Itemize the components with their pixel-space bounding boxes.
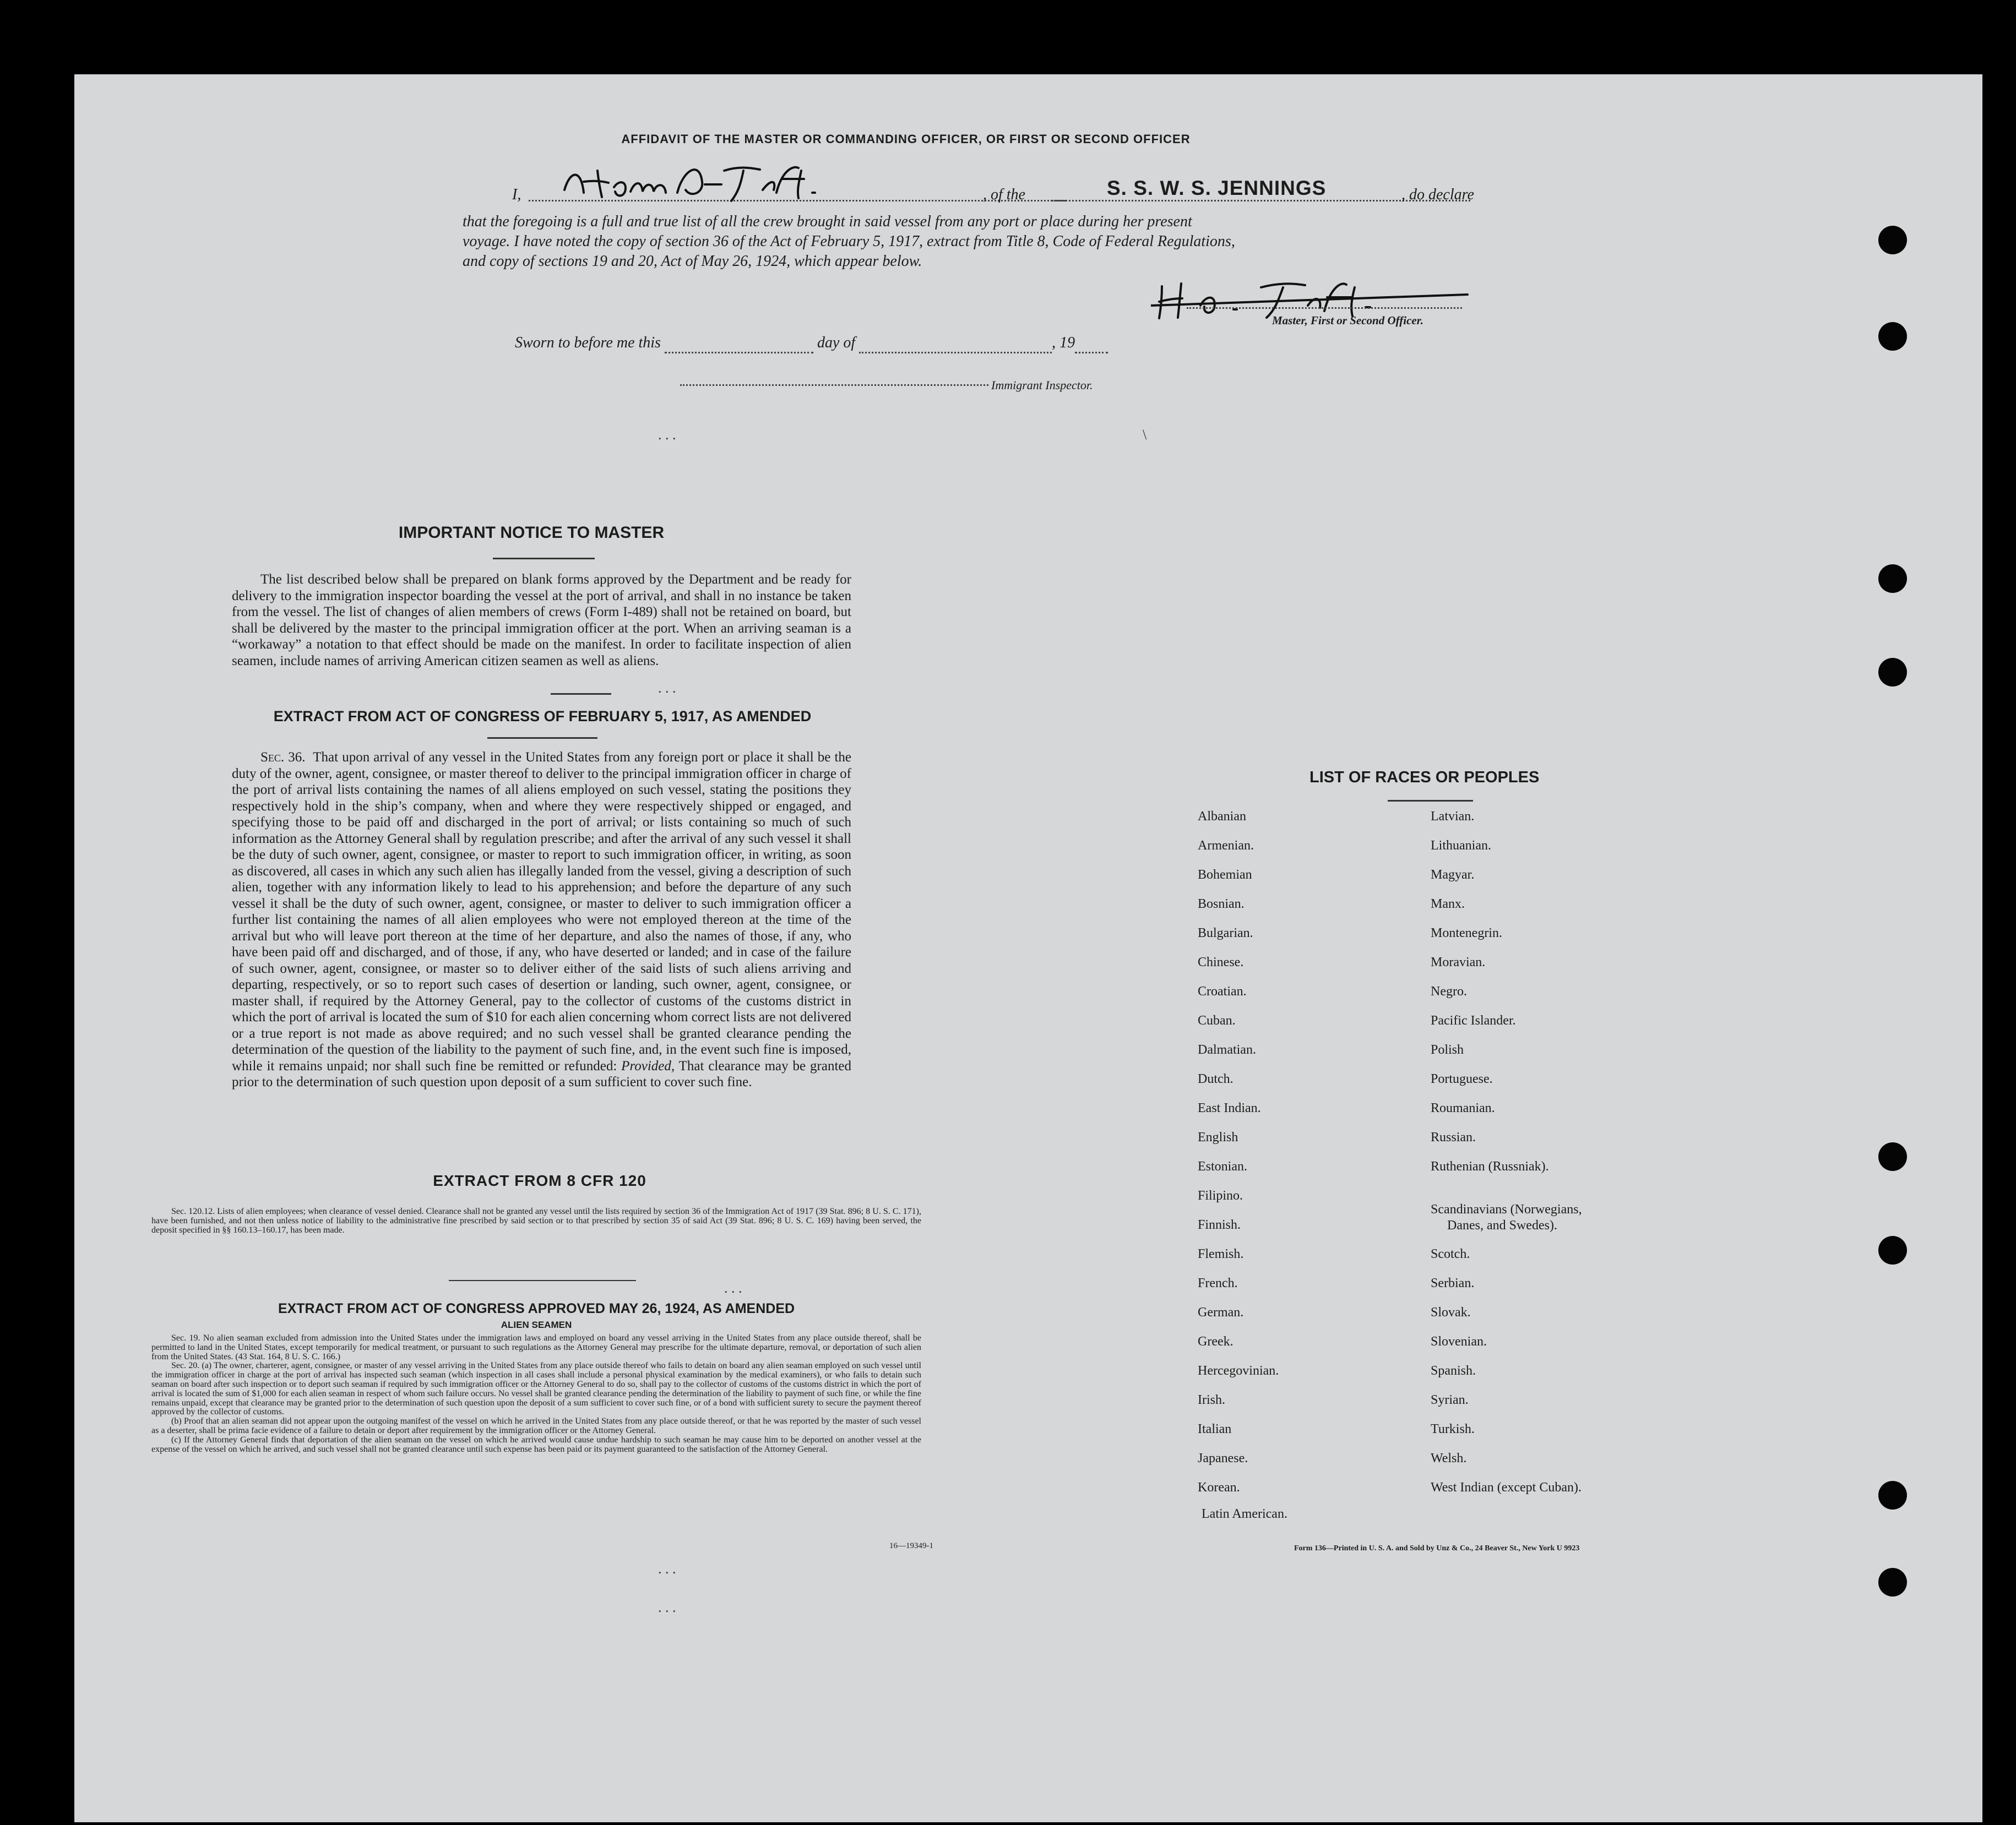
races-heading: LIST OF RACES OR PEOPLES <box>1309 769 1540 786</box>
race-item: Greek. <box>1198 1334 1233 1349</box>
race-item: Ruthenian (Russniak). <box>1431 1159 1549 1174</box>
sec20a-text: Sec. 20. (a) The owner, charterer, agent, consignee, or master of any vessel arriving in the United States from any place outside thereof who fails to detain on board any alien seaman employed on such vessel until the immigration officer in charge at the port of arrival has inspected such seaman (which inspection in all cases shall include a personal physical examination by the medical examiners), or who fails to detain such seaman on board after such inspection or to deport such seaman if required by such immigration officer or the Attorney General to do so, shall pay to the collector of customs of the customs district in which the port of arrival is located the sum of $1,000 for each alien seaman in respect of whom such failure occurs. No vessel shall be granted clearance pending the determination of the liability to payment of such fine, or while the fine remains unpaid, except that clearance may be granted prior to the determination of such question upon the deposit of a sum sufficient to cover such fine, or of a bond with sufficient surety to secure the payment thereof approved by the collector of customs. <box>151 1361 921 1417</box>
race-item: Russian. <box>1431 1130 1476 1145</box>
inspector-caption: Immigrant Inspector. <box>991 378 1093 392</box>
declaration-line: that the foregoing is a full and true list of all the crew brought in said vessel from any port or place during her present <box>463 213 1192 230</box>
race-item: Irish. <box>1198 1393 1225 1407</box>
race-item: Scotch. <box>1431 1247 1470 1261</box>
race-item: Filipino. <box>1198 1189 1243 1203</box>
race-item: Latin American. <box>1202 1507 1287 1521</box>
decor-mark: \ <box>1143 427 1147 443</box>
race-item: Chinese. <box>1198 955 1244 969</box>
punch-hole <box>1878 1236 1907 1265</box>
race-item: Pacific Islander. <box>1431 1014 1516 1028</box>
sworn-month-blank <box>859 334 1052 353</box>
race-item: Albanian <box>1198 809 1246 824</box>
race-item: Slovak. <box>1431 1305 1471 1320</box>
form-number: 16—19349-1 <box>889 1541 933 1550</box>
extract-1917-heading: EXTRACT FROM ACT OF CONGRESS OF FEBRUARY 5, 1917, AS AMENDED <box>273 708 812 724</box>
race-item: East Indian. <box>1198 1101 1261 1115</box>
inspector-blank-line <box>680 384 988 386</box>
race-item: Flemish. <box>1198 1247 1244 1261</box>
extract-cfr-body <box>151 1207 921 1235</box>
race-item: Syrian. <box>1431 1393 1469 1407</box>
race-item: English <box>1198 1130 1238 1145</box>
sworn-day-blank <box>665 334 813 353</box>
race-item: Dutch. <box>1198 1072 1233 1086</box>
race-item: German. <box>1198 1305 1244 1320</box>
sworn-year-prefix: , 19 <box>1052 334 1075 351</box>
race-item: Dalmatian. <box>1198 1043 1256 1057</box>
race-item: Finnish. <box>1198 1218 1241 1232</box>
race-item: Hercegovinian. <box>1198 1364 1279 1378</box>
extract-1924-body <box>151 1334 921 1454</box>
notice-text: The list described below shall be prepared on blank forms approved by the Department and be ready for delivery to the immigration inspector boarding the vessel at the port of arrival, and shall in no instance be taken from the vessel. The list of changes of alien members of crews (Form I-489) shall not be retained on board, but shall be delivered by the master to the principal immigration officer at the port. When an arriving seaman is a “workaway” a notation to that effect should be made on the manifest. In order to facilitate inspection of alien seamen, include names of arriving American citizen seamen as well as aliens. <box>232 572 851 668</box>
race-item: Slovenian. <box>1431 1334 1487 1349</box>
sec19-text: Sec. 19. No alien seaman excluded from admission into the United States under the immigration laws and employed on board any vessel arriving in the United States from any place outside thereof, shall be permitted to land in the United States, except temporarily for medical treatment, or pursuant to such regulations as the Attorney General may prescribe for the ultimate departure, removal, or deportation of such alien from the United States. (43 Stat. 164, 8 U. S. C. 166.) <box>151 1333 921 1361</box>
signature-blank-line <box>1187 307 1462 309</box>
race-item: Armenian. <box>1198 838 1254 853</box>
sworn-label: Sworn to before me this <box>515 334 661 351</box>
extract-1924-heading: EXTRACT FROM ACT OF CONGRESS APPROVED MAY 26, 1924, AS AMENDED <box>278 1301 795 1316</box>
extract-1924-subheading: ALIEN SEAMEN <box>501 1320 572 1330</box>
punch-hole <box>1878 564 1907 593</box>
sworn-line <box>515 334 1108 353</box>
extract-cfr-heading: EXTRACT FROM 8 CFR 120 <box>433 1172 646 1189</box>
punch-hole <box>1878 322 1907 351</box>
race-item: Polish <box>1431 1043 1464 1057</box>
decor-dots: . . . <box>724 1280 742 1296</box>
race-item: Portuguese. <box>1431 1072 1493 1086</box>
cfr-text: Sec. 120.12. Lists of alien employees; when clearance of vessel denied. Clearance shall not be granted any vessel until the lists required by section 36 of the Immigration Act of 1917 (39 Stat. 896; 8 U. S. C. 171), have been furnished, and not then unless notice of liability to the administrative fine prescribed by said section or to that prescribed by section 35 of said Act (39 Stat. 896; 8 U. S. C. 169) having been served, the deposit specified in §§ 160.13–160.17, has been made. <box>151 1207 921 1235</box>
signature-caption: Master, First or Second Officer. <box>1272 314 1423 327</box>
decor-dots: . . . <box>658 1599 676 1615</box>
decor-dots: . . . <box>658 1561 676 1577</box>
race-item: Serbian. <box>1431 1276 1475 1290</box>
notice-end-rule <box>551 693 611 695</box>
declaration-line: and copy of sections 19 and 20, Act of May 26, 1924, which appear below. <box>463 253 922 270</box>
extract-1917-rule <box>487 737 597 739</box>
race-item: Bohemian <box>1198 868 1252 882</box>
extract-1917-body <box>232 749 851 1091</box>
notice-rule <box>493 558 595 559</box>
declaration-line: voyage. I have noted the copy of section 36 of the Act of February 5, 1917, extract from Title 8, Code of Federal Regulations, <box>463 233 1235 250</box>
punch-hole <box>1878 1142 1907 1171</box>
printer-imprint: Form 136—Printed in U. S. A. and Sold by Unz & Co., 24 Beaver St., New York U 9923 <box>1294 1544 1580 1552</box>
race-item: Negro. <box>1431 984 1467 999</box>
race-item: Spanish. <box>1431 1364 1476 1378</box>
affidavit-i-label: I, <box>512 186 521 203</box>
declaration-text <box>463 212 1235 271</box>
race-item: Bulgarian. <box>1198 926 1253 940</box>
race-item: Cuban. <box>1198 1014 1236 1028</box>
section-36-label: Sec. 36. <box>260 750 306 765</box>
race-item: French. <box>1198 1276 1238 1290</box>
race-item: Scandinavians (Norwegians, <box>1431 1202 1582 1217</box>
race-item: Latvian. <box>1431 809 1475 824</box>
notice-body <box>232 571 851 669</box>
races-rule <box>1388 800 1473 802</box>
sec20c-text: (c) If the Attorney General finds that deportation of the alien seaman on the vessel on which he arrived would cause undue hardship to such seaman he may cause him to be deported on another vessel at the expense of the vessel on which he arrived, and such vessel shall not be granted clearance until such expense has been paid or its payment guaranteed to the satisfaction of the Attorney General. <box>151 1435 921 1454</box>
race-item: Estonian. <box>1198 1159 1247 1174</box>
race-item: Moravian. <box>1431 955 1486 969</box>
race-item: Lithuanian. <box>1431 838 1491 853</box>
cfr-end-rule <box>449 1280 636 1281</box>
punch-hole <box>1878 1481 1907 1510</box>
handwritten-signature-name <box>559 160 867 209</box>
affidavit-heading: AFFIDAVIT OF THE MASTER OR COMMANDING OFFICER, OR FIRST OR SECOND OFFICER <box>621 132 1191 146</box>
punch-hole <box>1878 1568 1907 1597</box>
section-36-provided: Provided, <box>621 1058 675 1074</box>
punch-hole <box>1878 658 1907 687</box>
decor-dots: . . . <box>658 427 676 443</box>
section-36-text: That upon arrival of any vessel in the United States from any foreign port or place it shall be the duty of the owner, agent, consignee, or master thereof to deliver to the principal immigration officer in charge of the port of arrival lists containing the names of all aliens employed on such vessel, stating the positions they respectively hold in the ship’s company, when and where they were respectively shipped or engaged, and specifying those to be paid off and discharged in the port of arrival; or lists containing so much of such information as the Attorney General shall by regulation prescribe; and after the arrival of any such vessel it shall be the duty of such owner, agent, consignee, or master to report to such immigration officer, in writing, as soon as discovered, all cases in which any such alien has illegally landed from the vessel, giving a description of such alien, together with any information likely to lead to his apprehension; and before the departure of any such vessel it shall be the duty of such owner, agent, consignee, or master to deliver to such immigration officer a further list containing the names of all alien employees who were not employed thereon at the time of the arrival but who will leave port thereon at the time of her departure, and also the names of those, if any, who have been paid off and discharged, and of those, if any, who have deserted or landed; and in case of the failure of such owner, agent, consignee, or master so to deliver either of the said lists of such aliens arriving and departing, respectively, or so to report such cases of desertion or landing, such owner, agent, consignee, or master shall, if required by the Attorney General, pay to the collector of customs of the customs district in which the port of arrival is located the sum of $10 for each alien concerning whom correct lists are not delivered or a true report is not made as above required; and no such vessel shall be granted clearance pending the determination of the question of the liability to the payment of such fine, and, in the event such fine is imposed, while it remains unpaid; nor shall such fine be remitted or refunded: <box>232 750 851 1074</box>
punch-hole <box>1878 226 1907 254</box>
affidavit-do-declare: , do declare <box>1401 186 1474 203</box>
race-item: West Indian (except Cuban). <box>1431 1480 1582 1495</box>
race-item: Montenegrin. <box>1431 926 1502 940</box>
section-36-text-end: That clearance may be granted prior to the determination of such question upon deposit of a sum sufficient to cover such fine. <box>232 1058 851 1089</box>
sworn-day-of: day of <box>817 334 856 351</box>
ship-name: S. S. W. S. JENNINGS <box>1107 177 1327 199</box>
race-item: Korean. <box>1198 1480 1240 1495</box>
sworn-year-blank <box>1075 334 1108 353</box>
sec20b-text: (b) Proof that an alien seaman did not appear upon the outgoing manifest of the vessel on which he arrived in the United States from any place outside thereof, or that he was reported by the master of such vessel as a deserter, shall be prima facie evidence of a failure to detain or deport after requirement by the immigration officer or the Attorney General. <box>151 1417 921 1435</box>
race-item: Roumanian. <box>1431 1101 1495 1115</box>
document-page <box>74 74 1982 1822</box>
race-item: Welsh. <box>1431 1451 1467 1466</box>
notice-heading: IMPORTANT NOTICE TO MASTER <box>398 524 665 542</box>
race-item: Japanese. <box>1198 1451 1248 1466</box>
decor-dots: . . . <box>658 680 676 696</box>
race-item: Croatian. <box>1198 984 1247 999</box>
race-item: Manx. <box>1431 897 1465 911</box>
race-item: Danes, and Swedes). <box>1447 1218 1557 1233</box>
race-item: Magyar. <box>1431 868 1475 882</box>
race-item: Turkish. <box>1431 1422 1475 1436</box>
race-item: Bosnian. <box>1198 897 1245 911</box>
race-item: Italian <box>1198 1422 1232 1436</box>
affidavit-of-the: , of the <box>983 186 1025 203</box>
